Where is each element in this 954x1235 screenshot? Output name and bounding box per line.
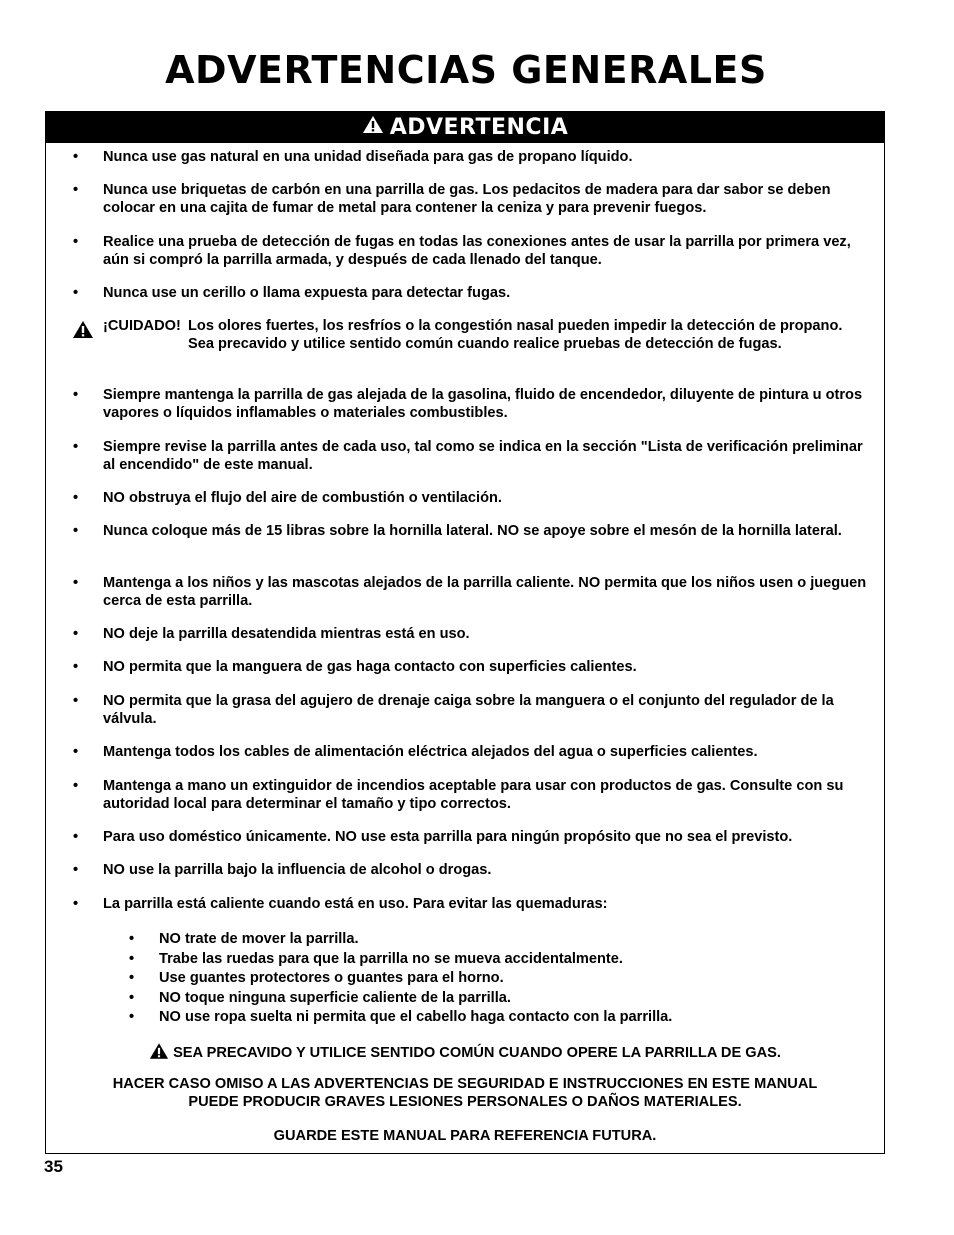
list-item-text: Mantenga a los niños y las mascotas alejados de la parrilla caliente. NO permita que los niños usen o jueguen cerca de esta parrilla. [103, 575, 867, 609]
sub-list-item-text: Trabe las ruedas para que la parrilla no se mueva accidentalmente. [159, 951, 623, 967]
bullet: • [129, 990, 135, 1006]
list-item-text: NO deje la parrilla desatendida mientras está en uso. [103, 626, 470, 642]
bullet: • [73, 490, 79, 506]
list-item-text: Nunca use briquetas de carbón en una parrilla de gas. Los pedacitos de madera para dar sabor se deben colocar en una cajita de fumar de metal para contener la ceniza y para prevenir fuegos. [103, 182, 831, 216]
page-title: ADVERTENCIAS GENERALES [165, 48, 767, 92]
list-item-text: Nunca use gas natural en una unidad diseñada para gas de propano líquido. [103, 149, 633, 165]
bullet: • [73, 896, 79, 912]
bullet: • [73, 829, 79, 845]
list-item-text: Siempre mantenga la parrilla de gas alejada de la gasolina, fluido de encendedor, diluyente de pintura u otros vapores o líquidos inflamables o materiales combustibles. [103, 387, 863, 421]
bullet: • [73, 744, 79, 760]
list-item-text: Mantenga todos los cables de alimentación eléctrica alejados del agua o superficies calientes. [103, 744, 758, 760]
list-item-text: Nunca coloque más de 15 libras sobre la hornilla lateral. NO se apoye sobre el mesón de la hornilla lateral. [103, 523, 842, 539]
list-item-text: La parrilla está caliente cuando está en uso. Para evitar las quemaduras: [103, 896, 608, 912]
caution-text: Los olores fuertes, los resfríos o la congestión nasal pueden impedir la detección de propano. Sea precavido y utilice sentido común cuando realice pruebas de detección de fugas. [188, 318, 843, 352]
warning-header [46, 112, 884, 143]
sub-list-item-text: NO trate de mover la parrilla. [159, 931, 359, 947]
bullet: • [73, 387, 79, 403]
bullet: • [73, 439, 79, 455]
list-item-text: NO obstruya el flujo del aire de combustión o ventilación. [103, 490, 502, 506]
list-item-text: Para uso doméstico únicamente. NO use esta parrilla para ningún propósito que no sea el previsto. [103, 829, 793, 845]
caution-label: ¡CUIDADO! [103, 318, 181, 334]
bullet: • [73, 778, 79, 794]
sub-list-item-text: NO use ropa suelta ni permita que el cabello haga contacto con la parrilla. [159, 1009, 673, 1025]
list-item-text: Mantenga a mano un extinguidor de incendios aceptable para usar con productos de gas. Consulte con su autoridad local para determinar el tamaño y tipo correctos. [103, 778, 844, 812]
page-number: 35 [44, 1157, 63, 1176]
sub-list-item-text: NO toque ninguna superficie caliente de la parrilla. [159, 990, 511, 1006]
warning-header-label: ADVERTENCIA [389, 115, 569, 140]
bullet: • [73, 862, 79, 878]
bullet: • [129, 1009, 135, 1025]
bullet: • [73, 234, 79, 250]
bullet: • [73, 693, 79, 709]
list-item-text: Realice una prueba de detección de fugas en todas las conexiones antes de usar la parrilla por primera vez, aún si compró la parrilla armada, y después de cada llenado del tanque. [103, 234, 851, 268]
bullet: • [73, 523, 79, 539]
bullet: • [129, 951, 135, 967]
footer-caution [46, 1042, 884, 1063]
caution-triangle-icon [149, 1045, 173, 1061]
warning-triangle-icon [362, 115, 384, 140]
footer-notice-line-2: PUEDE PRODUCIR GRAVES LESIONES PERSONALES O DAÑOS MATERIALES. [188, 1094, 742, 1110]
list-item-text: NO permita que la manguera de gas haga contacto con superficies calientes. [103, 659, 637, 675]
footer-keep-manual: GUARDE ESTE MANUAL PARA REFERENCIA FUTURA. [273, 1128, 657, 1144]
footer-caution-text: SEA PRECAVIDO Y UTILICE SENTIDO COMÚN CUANDO OPERE LA PARRILLA DE GAS. [173, 1045, 781, 1061]
bullet: • [129, 931, 135, 947]
bullet: • [73, 149, 79, 165]
footer-notice-line-1: HACER CASO OMISO A LAS ADVERTENCIAS DE SEGURIDAD E INSTRUCCIONES EN ESTE MANUAL [112, 1076, 818, 1092]
list-item-text: Siempre revise la parrilla antes de cada uso, tal como se indica en la sección "Lista de verificación preliminar al encendido" de este manual. [103, 439, 863, 473]
sub-list-item-text: Use guantes protectores o guantes para el horno. [159, 970, 504, 986]
bullet: • [73, 182, 79, 198]
list-item-text: NO permita que la grasa del agujero de drenaje caiga sobre la manguera o el conjunto del regulador de la válvula. [103, 693, 834, 727]
list-item-text: Nunca use un cerillo o llama expuesta para detectar fugas. [103, 285, 511, 301]
bullet: • [73, 575, 79, 591]
bullet: • [73, 285, 79, 301]
warning-box [45, 111, 885, 1154]
bullet: • [73, 659, 79, 675]
list-item-text: NO use la parrilla bajo la influencia de alcohol o drogas. [103, 862, 492, 878]
bullet: • [129, 970, 135, 986]
caution-triangle-icon [72, 320, 94, 345]
bullet: • [73, 626, 79, 642]
